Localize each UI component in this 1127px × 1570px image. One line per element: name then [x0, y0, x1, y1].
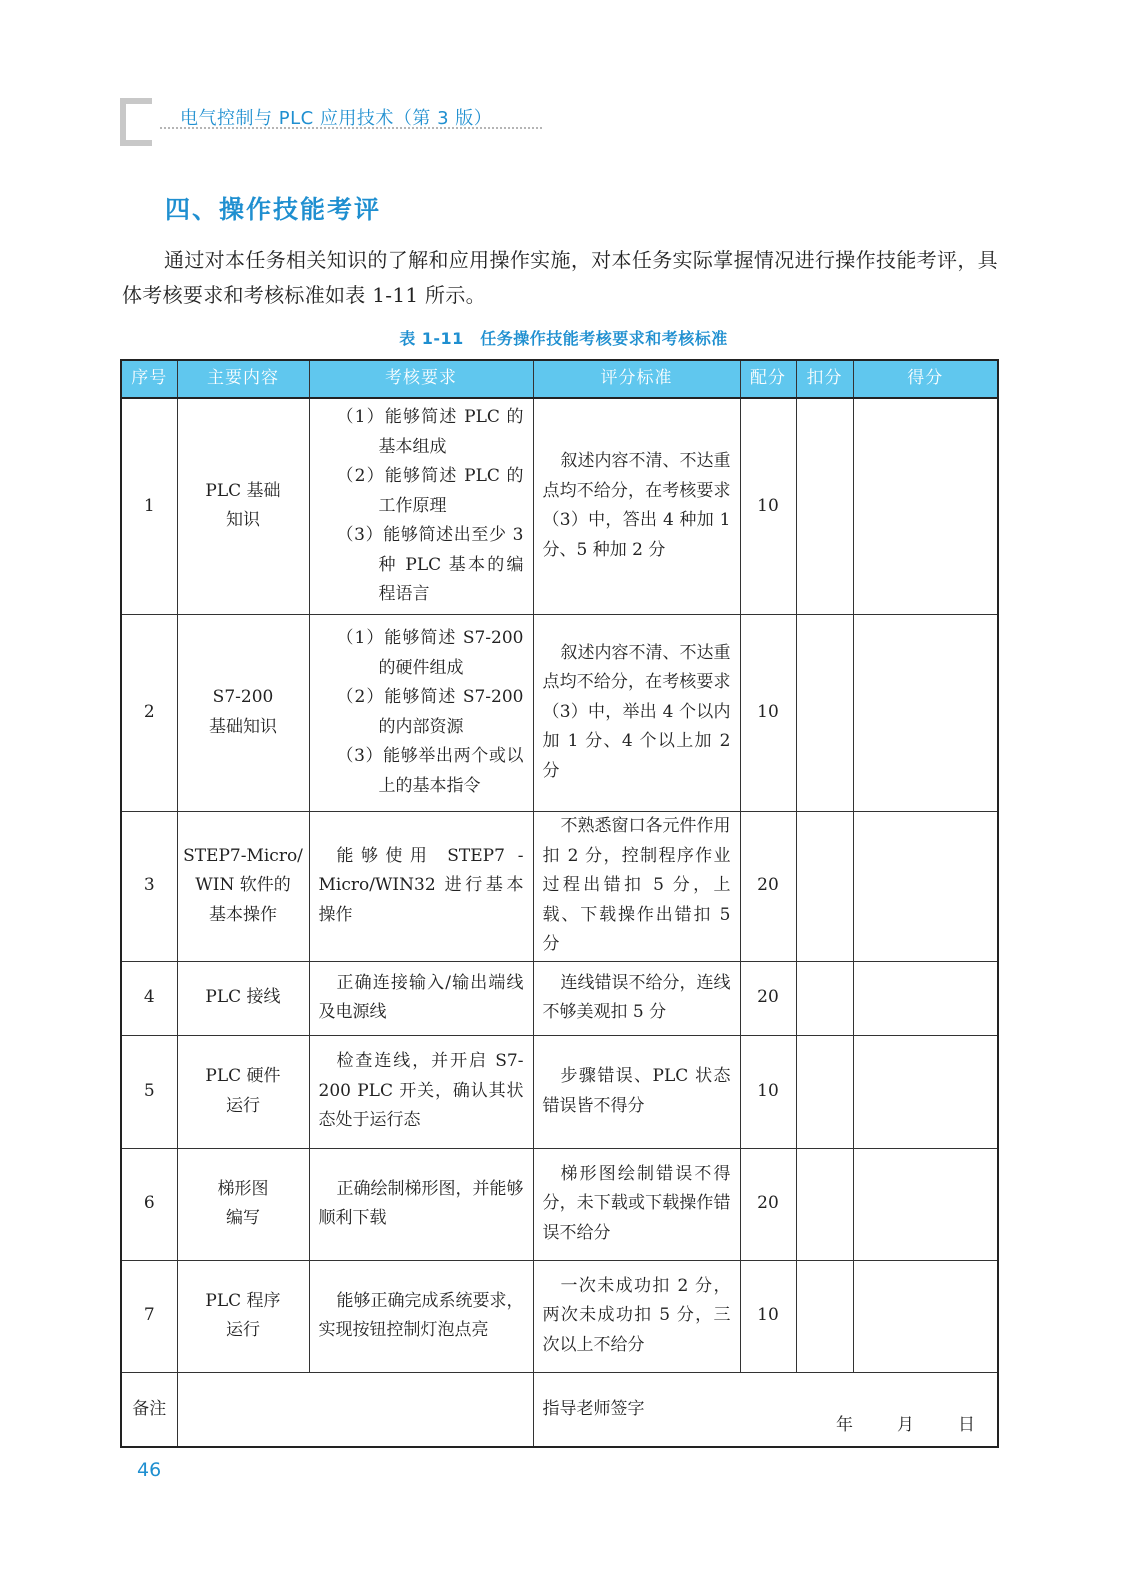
table-caption: 表 1-11 任务操作技能考核要求和考核标准 [399, 329, 728, 348]
header-requirement: 考核要求 [309, 360, 533, 398]
requirement-item: （1）能够简述 PLC 的基本组成 [336, 407, 524, 457]
section-title: 四、操作技能考评 [165, 195, 382, 224]
header-dotted-rule [160, 127, 542, 129]
header-deduct: 扣分 [796, 360, 853, 398]
row-number: 1 [121, 398, 177, 614]
content-line: S7-200 [212, 687, 274, 707]
row-standard: 叙述内容不清、不达重点均不给分，在考核要求（3）中，答出 4 种加 1 分、5 种加 2 分 [533, 398, 740, 614]
requirement-item: （3）能够举出两个或以上的基本指令 [336, 746, 524, 796]
row-content [177, 1260, 309, 1372]
signature-date [836, 1411, 975, 1441]
requirement-item: （3）能够简述出至少 3 种 PLC 基本的编程语言 [336, 525, 524, 604]
content-line: 基础知识 [209, 716, 277, 737]
row-standard: 连线错误不给分，连线不够美观扣 5 分 [533, 961, 740, 1035]
content-line: PLC 接线 [205, 987, 281, 1008]
requirement-item: （2）能够简述 S7-200 的内部资源 [336, 687, 524, 737]
table-footer-row [121, 1372, 998, 1447]
corner-bracket-icon [120, 98, 154, 146]
content-line: PLC 程序 [205, 1290, 281, 1311]
row-content [177, 398, 309, 614]
table-row [121, 1035, 998, 1148]
requirement-item: （1）能够简述 S7-200 的硬件组成 [336, 628, 524, 678]
row-deduct-cell[interactable] [796, 1148, 853, 1260]
header-standard: 评分标准 [533, 360, 740, 398]
header-no: 序号 [121, 360, 177, 398]
row-score: 20 [740, 1148, 796, 1260]
row-score: 10 [740, 1260, 796, 1372]
row-content [177, 811, 309, 961]
table-row [121, 1148, 998, 1260]
row-got-cell[interactable] [853, 614, 998, 811]
row-deduct-cell[interactable] [796, 811, 853, 961]
row-requirement: 能够正确完成系统要求，实现按钮控制灯泡点亮 [309, 1260, 533, 1372]
content-line: 基本操作 [209, 904, 277, 925]
content-line: 梯形图 [217, 1178, 269, 1199]
row-deduct-cell[interactable] [796, 961, 853, 1035]
row-content [177, 961, 309, 1035]
row-score: 10 [740, 398, 796, 614]
table-row [121, 398, 998, 614]
row-got-cell[interactable] [853, 811, 998, 961]
row-got-cell[interactable] [853, 1260, 998, 1372]
header-got: 得分 [853, 360, 998, 398]
requirement-item: （2）能够简述 PLC 的工作原理 [336, 466, 524, 516]
row-requirement: 能够使用 STEP7 - Micro/WIN32 进行基本操作 [309, 811, 533, 961]
row-deduct-cell[interactable] [796, 1260, 853, 1372]
table-row [121, 614, 998, 811]
row-content [177, 1148, 309, 1260]
row-requirement [309, 614, 533, 811]
row-standard: 叙述内容不清、不达重点均不给分，在考核要求（3）中，举出 4 个以内加 1 分、4 个以上加 2 分 [533, 614, 740, 811]
row-requirement: 正确绘制梯形图，并能够顺利下载 [309, 1148, 533, 1260]
header-content: 主要内容 [177, 360, 309, 398]
row-requirement: 正确连接输入/输出端线及电源线 [309, 961, 533, 1035]
row-got-cell[interactable] [853, 398, 998, 614]
content-line: PLC 硬件 [205, 1066, 281, 1086]
day-label: 日 [958, 1414, 975, 1435]
row-deduct-cell[interactable] [796, 1035, 853, 1148]
row-requirement: 检查连线，并开启 S7-200 PLC 开关，确认其状态处于运行态 [309, 1035, 533, 1148]
row-requirement [309, 398, 533, 614]
row-standard: 步骤错误、PLC 状态错误皆不得分 [533, 1035, 740, 1148]
table-row [121, 961, 998, 1035]
table-header-row [121, 360, 998, 398]
signature-label: 指导老师签字 [542, 1398, 645, 1419]
content-line: PLC 基础 [205, 480, 281, 501]
row-deduct-cell[interactable] [796, 614, 853, 811]
month-label: 月 [897, 1414, 914, 1435]
row-content [177, 614, 309, 811]
row-got-cell[interactable] [853, 961, 998, 1035]
row-number: 2 [121, 614, 177, 811]
row-number: 7 [121, 1260, 177, 1372]
row-standard: 梯形图绘制错误不得分，未下载或下载操作错误不给分 [533, 1148, 740, 1260]
row-number: 4 [121, 961, 177, 1035]
intro-paragraph: 通过对本任务相关知识的了解和应用操作实施，对本任务实际掌握情况进行操作技能考评，具体考核要求和考核标准如表 1-11 所示。 [122, 248, 998, 307]
year-label: 年 [836, 1414, 853, 1435]
content-line: 编写 [226, 1208, 260, 1228]
row-deduct-cell[interactable] [796, 398, 853, 614]
row-number: 3 [121, 811, 177, 961]
row-standard: 不熟悉窗口各元件作用扣 2 分，控制程序作业过程出错扣 5 分，上载、下载操作出错扣 5 分 [533, 811, 740, 961]
row-score: 20 [740, 961, 796, 1035]
row-standard: 一次未成功扣 2 分，两次未成功扣 5 分，三次以上不给分 [533, 1260, 740, 1372]
content-line: 知识 [226, 510, 260, 531]
remark-label: 备注 [121, 1372, 177, 1447]
content-line: 运行 [226, 1320, 260, 1340]
row-score: 20 [740, 811, 796, 961]
row-score: 10 [740, 614, 796, 811]
content-line: WIN 软件的 [195, 875, 291, 896]
row-content [177, 1035, 309, 1148]
running-header-title: 电气控制与 PLC 应用技术（第 3 版） [180, 108, 493, 129]
content-line: STEP7-Micro/ [183, 845, 303, 866]
content-line: 运行 [226, 1095, 260, 1116]
row-got-cell[interactable] [853, 1035, 998, 1148]
row-got-cell[interactable] [853, 1148, 998, 1260]
row-score: 10 [740, 1035, 796, 1148]
page-number: 46 [137, 1459, 162, 1481]
assessment-table [120, 359, 999, 1448]
table-row [121, 1260, 998, 1372]
header-score: 配分 [740, 360, 796, 398]
table-row [121, 811, 998, 961]
remark-field[interactable] [177, 1372, 533, 1447]
row-number: 5 [121, 1035, 177, 1148]
row-number: 6 [121, 1148, 177, 1260]
signature-field[interactable] [533, 1372, 998, 1447]
